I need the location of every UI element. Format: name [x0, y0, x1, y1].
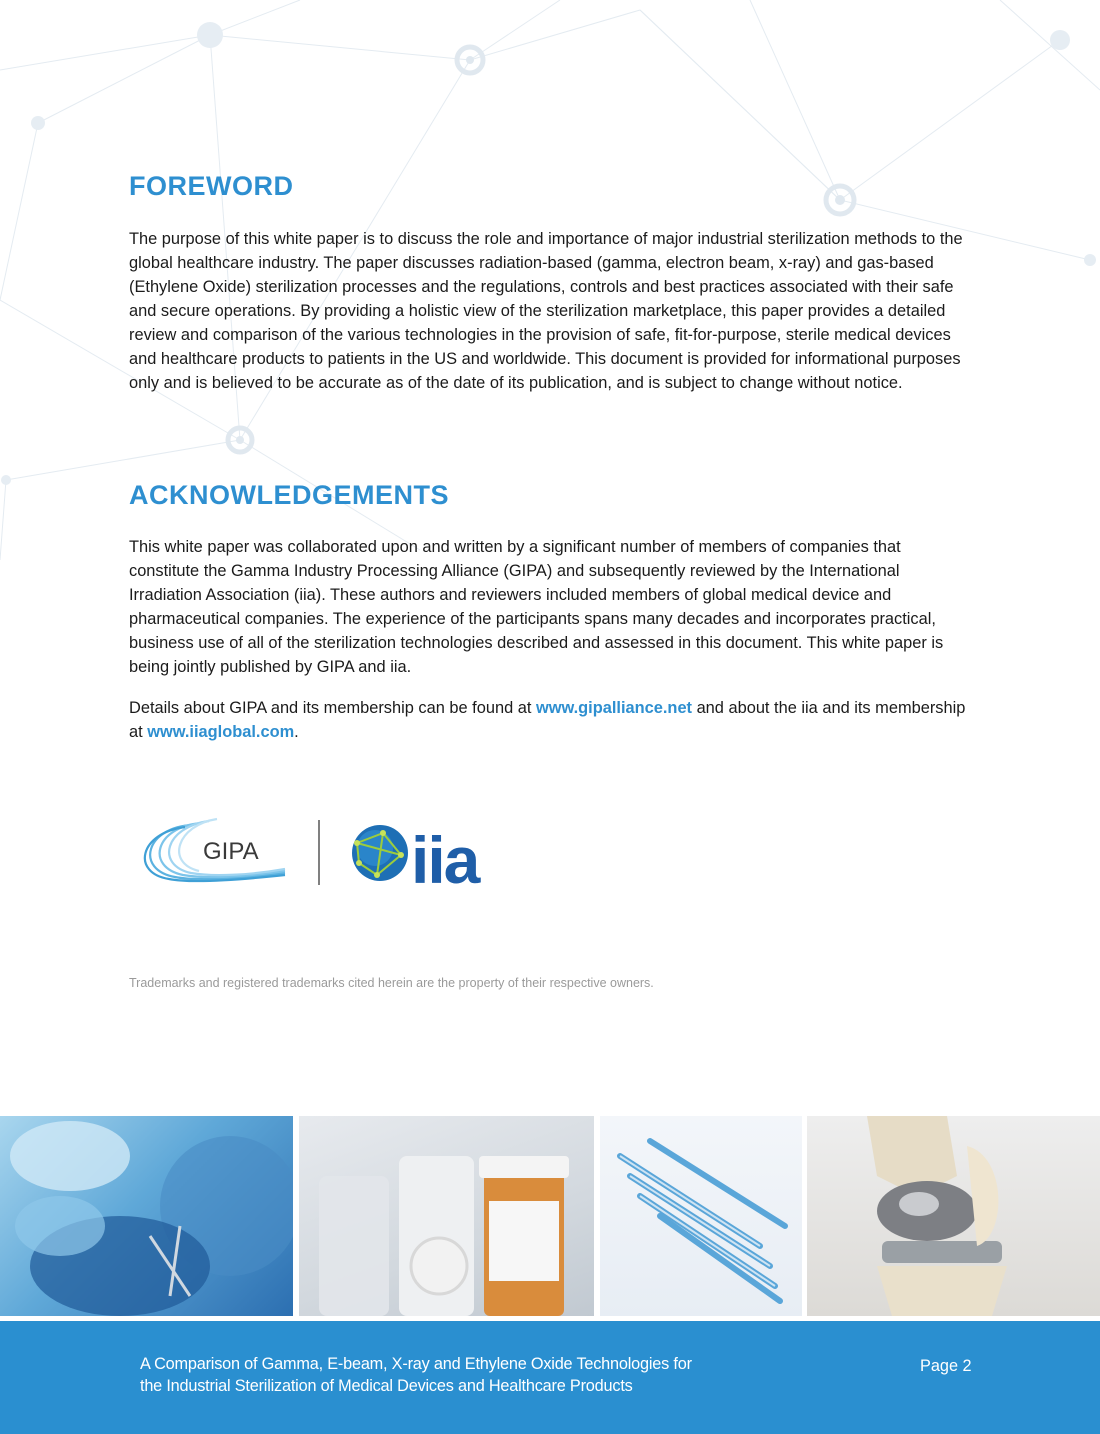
partner-logos [135, 815, 505, 890]
document-title-line-1: A Comparison of Gamma, E-beam, X-ray and Ethylene Oxide Technologies for [140, 1355, 692, 1373]
details-middle-text: and about the iia and its membership at [129, 699, 966, 741]
iia-website-link[interactable]: www.iiaglobal.com [147, 723, 295, 741]
foreword-heading: FOREWORD [129, 171, 294, 201]
gipa-logo-text: GIPA [203, 838, 259, 865]
document-title-line-2: the Industrial Sterilization of Medical Devices and Healthcare Products [140, 1377, 633, 1395]
details-prefix-text: Details about GIPA and its membership can be found at [129, 699, 536, 717]
gipa-website-link[interactable]: www.gipalliance.net [535, 699, 693, 717]
page-footer [0, 1321, 1100, 1434]
pill-bottles-photo [299, 1116, 594, 1316]
iia-logo [352, 823, 482, 890]
details-section [129, 696, 971, 744]
foreword-paragraph: The purpose of this white paper is to discuss the role and importance of major industrial sterilization methods to the global healthcare industry. The paper discusses radiation-based (gamma, electron beam, x-ray) and gas-based (Ethylene Oxide) sterilization processes and the regulations, controls and best practices associated with their safe and secure operations. By providing a holistic view of the sterilization marketplace, this paper provides a detailed review and comparison of the various technologies in the provision of safe, fit-for-purpose, sterile medical devices and healthcare products to patients in the US and worldwide. This document is provided for informational purposes only and is believed to be accurate as of the date of its publication, and is subject to change without notice. [129, 230, 963, 392]
page-number: Page 2 [920, 1357, 972, 1375]
acknowledgements-section [129, 535, 971, 679]
acknowledgements-paragraph: This white paper was collaborated upon and written by a significant number of members of companies that constitute the Gamma Industry Processing Alliance (GIPA) and subsequently reviewed by the International Irradiation Association (iia). These authors and reviewers included members of global medical device and pharmaceutical companies. The experience of the participants spans many decades and incorporates practical, business use of all of the sterilization technologies described and assessed in this document. This white paper is being jointly published by GIPA and iia. [129, 538, 944, 676]
document-title [140, 1353, 740, 1397]
details-paragraph [129, 696, 971, 744]
logo-graphic [135, 815, 505, 890]
surgeons-photo [0, 1116, 293, 1316]
syringes-photo [600, 1116, 802, 1316]
gipa-logo [145, 819, 285, 881]
iia-logo-text: iia [411, 823, 479, 890]
foreword-section [129, 227, 971, 395]
details-suffix-text: . [294, 723, 299, 741]
acknowledgements-heading: ACKNOWLEDGEMENTS [129, 480, 449, 510]
knee-implant-photo [807, 1116, 1100, 1316]
trademark-note: Trademarks and registered trademarks cited herein are the property of their respective owners. [129, 976, 654, 990]
